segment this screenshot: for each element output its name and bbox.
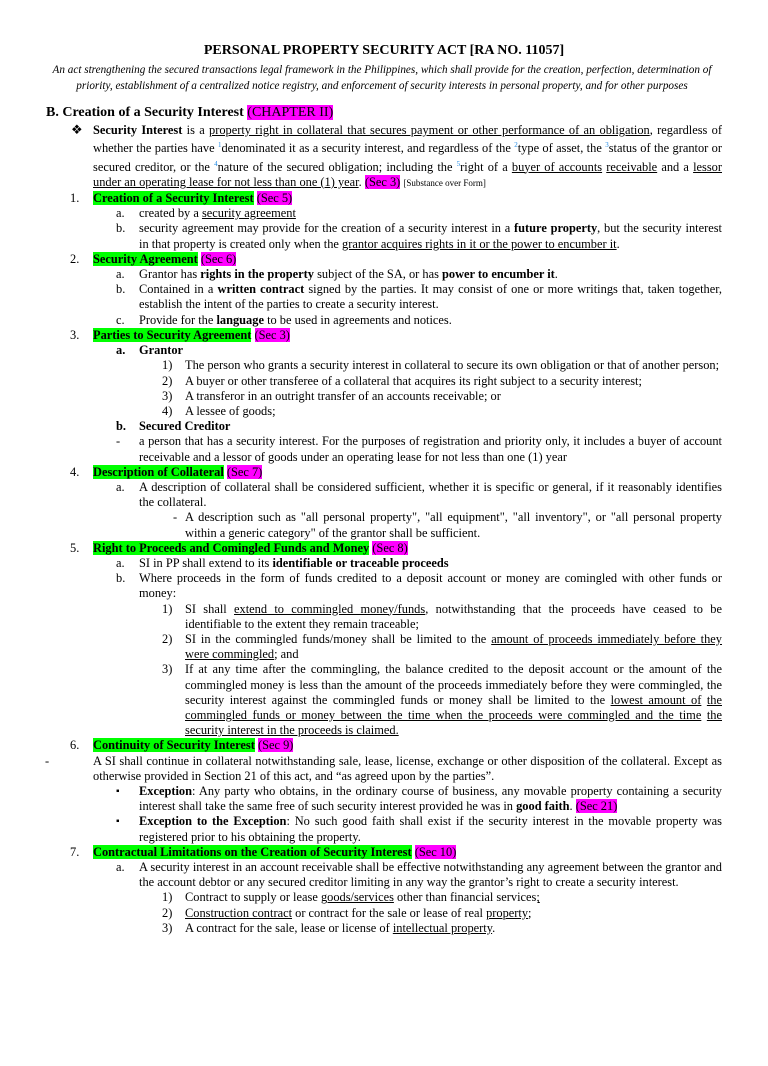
item-6-exception-to-exception (116, 814, 722, 844)
item-text: rights in the property (200, 267, 314, 282)
item-heading: Creation of a Security Interest (93, 191, 254, 206)
item-text: ; (528, 905, 532, 920)
item-text: or contract for the sale or lease of real (295, 905, 483, 920)
item-2 (70, 251, 722, 267)
substance-note: [Substance over Form] (403, 177, 486, 188)
intro-text: status of the (608, 141, 670, 156)
section-tag: (Sec 3) (254, 327, 290, 342)
item-4-dash (173, 510, 722, 540)
item-1-b (116, 221, 722, 251)
item-text: subject of the SA, or has (317, 267, 439, 282)
dash-bullet: - (173, 510, 178, 525)
intro-text: denominated it as a security interest, and regardless of the (221, 141, 511, 156)
item-5 (70, 540, 722, 556)
item-7 (70, 844, 722, 860)
item-text: lowest amount of (610, 692, 702, 707)
item-text: grantor and the account debtor or any secured creditor limiting in any way the grantor’s right to create a security (139, 860, 722, 890)
item-text: . (492, 920, 496, 935)
item-text: account receivable and a lessor of goods under an operating lease for not less than one (1) year (139, 434, 722, 464)
item-number: 5. (70, 540, 80, 555)
sub-letter: a. (116, 555, 125, 570)
sub-number: 2) (162, 373, 173, 388)
section-tag: (Sec 10) (414, 844, 457, 859)
sub-letter: a. (116, 343, 126, 358)
sub-number: 1) (162, 601, 173, 616)
diamond-bullet-icon: ❖ (71, 122, 83, 137)
item-text: signed by the parties. It may consist of one or more writings that, taken (308, 282, 675, 297)
square-bullet-icon: ▪ (116, 816, 120, 828)
sub-number: 3) (162, 920, 173, 935)
item-text: SI in the commingled funds/money shall be limited to the (185, 631, 487, 646)
item-text: Where proceeds in the form of funds credited to a deposit account or money are comingled with other funds or (139, 571, 722, 586)
intro-definition: property right in collateral that secures payment or other performance of an obligation (209, 123, 650, 137)
item-number: 2. (70, 251, 80, 266)
item-text: Provide for the (139, 312, 214, 327)
sub-letter: b. (116, 282, 126, 297)
item-6-dash (45, 753, 722, 784)
section-tag: (Sec 7) (226, 464, 263, 479)
section-title: B. Creation of a Security Interest (46, 105, 244, 120)
item-text: identifiable or traceable proceeds (272, 555, 449, 570)
section-heading (46, 104, 768, 121)
intro-text: grantor or secured creditor, or the (93, 141, 722, 174)
item-text: Exception to the Exception (139, 814, 287, 829)
sub-number: 3) (162, 662, 173, 677)
item-text: : No such good faith shall exist if the security interest in the movable property was (286, 814, 722, 829)
sub-number: 4) (162, 403, 173, 418)
subtitle-line-1: An act strengthening the secured transactions legal framework in the Philippines, which shall provide for the creation, perfection, determination (52, 64, 700, 76)
item-7-a-2 (162, 905, 722, 921)
item-text: property (486, 905, 529, 920)
item-text: . (569, 799, 573, 814)
section-tag: (Sec 9) (257, 738, 294, 753)
item-text: If at any time after the commingling, the balance credited to the deposit account or the amount of the (185, 662, 722, 677)
item-text: SI in PP shall extend to its (139, 555, 270, 570)
sub-letter: a. (116, 206, 125, 221)
item-text: registered prior to his obtaining the property. (139, 829, 361, 844)
square-bullet-icon: ▪ (116, 785, 120, 797)
item-text: . (616, 236, 620, 251)
footnote-marker: 1 (217, 141, 222, 150)
grantor-2 (162, 373, 722, 389)
item-2-a (116, 267, 722, 282)
item-text: Construction contract (185, 905, 293, 920)
intro-underline: buyer of accounts (511, 159, 603, 174)
item-4-a (116, 479, 722, 510)
intro-text: right of a (460, 159, 508, 174)
intro-text: , regardless (649, 123, 708, 137)
item-3 (70, 327, 722, 343)
sub-letter: b. (116, 571, 126, 586)
item-7-a (116, 860, 722, 890)
item-text: were commingled (185, 647, 275, 662)
item-text: Exception (139, 783, 193, 798)
section-tag: (Sec 6) (200, 251, 237, 266)
item-2-b (116, 282, 722, 312)
document-subtitle (44, 63, 720, 94)
item-7-a-1 (162, 890, 722, 905)
intro-text: and a (661, 159, 689, 174)
item-text: Contained in a (139, 282, 214, 297)
item-text: , notwithstanding that the proceeds have ceased to be (425, 601, 722, 616)
item-text: security interest shall take the same free of such security interest provided he was in (139, 783, 722, 814)
sub-letter: b. (116, 221, 126, 236)
item-text: other than financial services (397, 890, 537, 905)
sub-number: 3) (162, 388, 173, 403)
item-text: Grantor has (139, 267, 198, 282)
item-text: interest in that property is created only when the (139, 221, 722, 251)
item-text: A SI shall continue in collateral notwithstanding sale, lease, license, exchange or other disposition of the collateral. (93, 753, 671, 768)
item-7-a-3 (162, 920, 722, 936)
sub-letter: b. (116, 419, 126, 434)
item-text: good faith (516, 799, 570, 814)
item-heading: Security Agreement (93, 251, 198, 266)
intro-text: . (358, 174, 362, 189)
item-text: interest. (639, 875, 679, 890)
item-text: written contract (217, 282, 305, 297)
grantor-heading (116, 343, 722, 358)
item-5-b-2 (162, 631, 722, 662)
item-5-b-1 (162, 601, 722, 632)
item-heading: Contractual Limitations on the Creation of Security Interest (93, 844, 412, 859)
chapter-tag: (CHAPTER II) (247, 105, 334, 120)
item-number: 7. (70, 844, 80, 859)
item-text: commingled money is less than the amount of the proceeds immediately before they were commingled, (185, 677, 704, 692)
item-text: Contract to supply or lease (185, 890, 318, 905)
item-text: extend to commingled money/funds (234, 601, 426, 616)
item-text: intellectual property (392, 920, 493, 935)
item-text: Secured Creditor (139, 419, 231, 434)
item-4 (70, 464, 722, 480)
item-1 (70, 191, 722, 206)
item-text: the security interest in the proceeds is claimed. (185, 707, 722, 738)
section-tag: (Sec 8) (372, 540, 408, 555)
item-text: A contract for the sale, lease or license of (185, 920, 390, 935)
item-text: amount of proceeds immediately before they (491, 631, 722, 646)
dash-bullet: - (116, 434, 121, 449)
item-number: 4. (70, 464, 80, 479)
item-text: the commingled funds or money between the time when the proceeds were commingled and the time (185, 692, 722, 722)
term-security-interest: Security Interest (93, 123, 183, 137)
item-text: : Any party who obtains, in the ordinary course of business, any movable property containing a (192, 783, 679, 798)
item-text: security agreement (201, 206, 296, 221)
item-text: a person that has a security interest. For the purposes of registration and priority only, it includes a buyer of (139, 434, 680, 449)
footnote-marker: 3 (605, 141, 609, 150)
grantor-3 (162, 388, 722, 404)
grantor-1 (162, 358, 722, 373)
item-text: ; and (274, 647, 299, 662)
item-6 (70, 738, 722, 753)
footnote-marker: 5 (456, 159, 461, 168)
item-text: The person who grants a security interest in collateral to secure its own obligation or that of another (185, 358, 680, 373)
intro-text: is a (186, 123, 205, 137)
section-tag: (Sec 21) (575, 799, 618, 814)
item-text: language (216, 312, 264, 327)
item-text: A lessee of goods; (185, 403, 276, 418)
intro-text: of whether the parties have (93, 123, 722, 156)
item-text: together, establish the intent of the parties to create a security interest. (139, 282, 722, 312)
document-body (0, 123, 768, 936)
item-heading: Right to Proceeds and Comingled Funds and Money (93, 540, 370, 555)
secured-creditor-def (116, 434, 722, 464)
security-interest-definition (71, 122, 722, 191)
item-text: . (554, 267, 558, 282)
item-text: security agreement may provide for the creation of a security interest in a (139, 221, 511, 236)
item-2-c (116, 312, 722, 328)
subtitle-line-2: of priority, establishment of a centralized notice registry, and enforcement of security interests in personal property, and for other purposes (76, 64, 712, 92)
item-text: grantor acquires rights in it or the power to encumber it (342, 236, 617, 251)
item-number: 1. (70, 191, 80, 206)
item-text: person; (682, 358, 720, 373)
item-text: identifiable to the extent they remain traceable; (185, 616, 419, 631)
item-6-exception (116, 783, 722, 814)
section-tag: (Sec 3) (364, 174, 401, 189)
item-text: to be used in agreements and notices. (267, 312, 452, 327)
grantor-4 (162, 403, 722, 419)
item-text: the security interest against the commingled funds or money shall be limited to the (185, 677, 722, 707)
sub-letter: a. (116, 267, 125, 282)
sub-letter: c. (116, 312, 125, 327)
sub-number: 1) (162, 358, 173, 373)
item-text: Except as otherwise provided in Section 21 of this act, and “as agreed upon by the parties”. (93, 753, 722, 783)
item-5-a (116, 555, 722, 571)
intro-text: type of asset, the (517, 141, 602, 156)
item-text: money: (139, 586, 177, 601)
item-heading: Description of Collateral (93, 464, 224, 479)
intro-underline: lessor under an operating lease for not less than one (1) year (93, 159, 722, 189)
item-text: A security interest in an account receivable shall be effective notwithstanding any agreement between the (139, 860, 662, 874)
document-title: PERSONAL PROPERTY SECURITY ACT [RA NO. 11057] (203, 43, 565, 58)
intro-underline: receivable (606, 159, 658, 174)
item-text: A buyer or other transferee of a collateral that acquires its right subject to a security interest; (185, 373, 642, 388)
item-text: ; (536, 890, 540, 905)
item-text: SI shall (185, 601, 227, 616)
item-text: created by a (139, 206, 199, 221)
footnote-marker: 4 (214, 159, 218, 168)
secured-creditor-heading (116, 419, 722, 434)
section-tag: (Sec 5) (256, 191, 293, 206)
item-1-a (116, 206, 722, 221)
item-text: power to encumber it (442, 267, 555, 282)
item-5-b-3 (162, 662, 722, 738)
item-5-b (116, 571, 722, 601)
item-text: Grantor (139, 343, 184, 358)
document-page (0, 42, 768, 1066)
item-text: A description of collateral shall be considered sufficient, whether it is specific or general, if it reasonably (139, 479, 672, 494)
item-number: 6. (70, 738, 80, 753)
item-text: identifies the collateral. (139, 479, 722, 510)
item-text: within a generic category" of the grantor shall be sufficient. (185, 525, 481, 540)
intro-text: nature of the secured obligation; including the (217, 159, 453, 174)
item-text: A description such as "all personal property", "all equipment", "all inventory", or "all personal property (185, 510, 722, 525)
sub-number: 1) (162, 890, 173, 905)
sub-number: 2) (162, 905, 173, 920)
item-text: goods/services (320, 890, 394, 905)
item-text: , but the security (597, 221, 682, 236)
item-heading: Parties to Security Agreement (93, 327, 252, 342)
sub-letter: a. (116, 860, 125, 874)
item-number: 3. (70, 327, 80, 342)
item-text: future property (514, 221, 598, 236)
item-heading: Continuity of Security Interest (93, 738, 255, 753)
footnote-marker: 2 (514, 141, 518, 150)
item-text: A transferor in an outright transfer of an accounts receivable; or (185, 388, 501, 403)
dash-bullet: - (45, 753, 50, 768)
sub-number: 2) (162, 631, 173, 646)
sub-letter: a. (116, 479, 125, 494)
